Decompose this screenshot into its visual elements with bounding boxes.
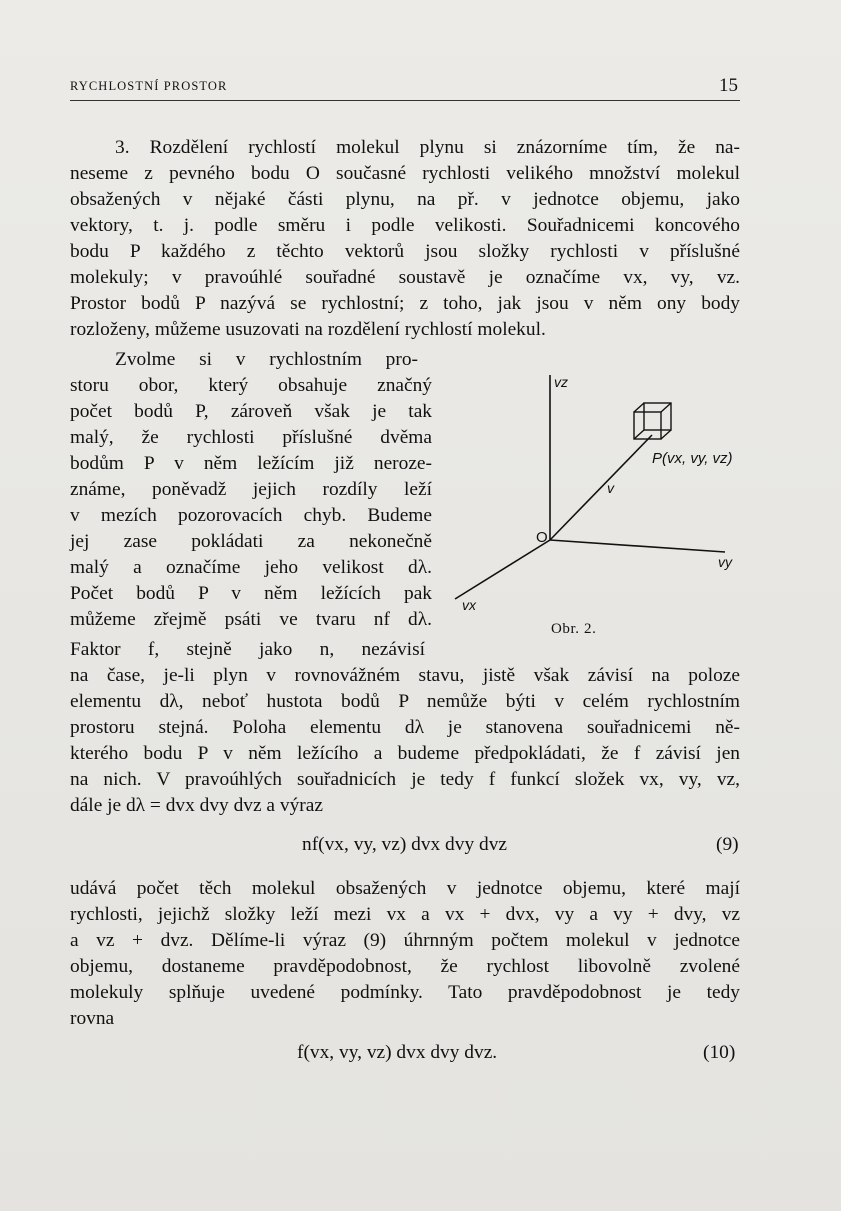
- text-line: neseme z pevného bodu O současné rychlosti velikého množství molekul: [70, 163, 740, 184]
- figure-diagram: [440, 365, 770, 645]
- text-line: jej zase pokládati za nekonečně: [70, 531, 432, 552]
- point-label: P(vx, vy, vz): [652, 450, 733, 467]
- text-line: na čase, je-li plyn v rovnovážném stavu, jistě však závisí na poloze: [70, 665, 740, 686]
- vector-label: v: [607, 480, 614, 496]
- page-number: 15: [719, 75, 738, 96]
- vy-axis: [550, 540, 725, 552]
- origin-label: O: [536, 529, 548, 546]
- figure-caption: Obr. 2.: [551, 621, 597, 637]
- text-line: rychlosti, jejichž složky leží mezi vx a vx + dvx, vy a vy + dvy, vz: [70, 904, 740, 925]
- text-line: udává počet těch molekul obsažených v jednotce objemu, které mají: [70, 878, 740, 899]
- volume-element-cube: [634, 403, 671, 439]
- text-line: elementu dλ, neboť hustota bodů P nemůže býti v celém rychlostním: [70, 691, 740, 712]
- text-line: prostoru stejná. Poloha elementu dλ je stanovena souřadnicemi ně-: [70, 717, 740, 738]
- text-line: molekuly; v pravoúhlé souřadné soustavě je označíme vx, vy, vz.: [70, 267, 740, 288]
- text-line: bodu P každého z těchto vektorů jsou složky rychlosti v příslušné: [70, 241, 740, 262]
- equation-10: f(vx, vy, vz) dvx dvy dvz.: [297, 1042, 498, 1063]
- axis-label-vy: vy: [718, 554, 732, 570]
- equation-number-10: (10): [703, 1042, 736, 1063]
- text-line: 3. Rozdělení rychlostí molekul plynu si znázorníme tím, že na-: [115, 137, 740, 158]
- text-line: objemu, dostaneme pravděpodobnost, že rychlost libovolně zvolené: [70, 956, 740, 977]
- velocity-space-figure: [440, 365, 770, 645]
- vx-axis: [455, 540, 550, 599]
- running-title: RYCHLOSTNÍ PROSTOR: [70, 79, 228, 93]
- equation-number-9: (9): [716, 834, 739, 855]
- text-line: můžeme zřejmě psáti ve tvaru nf dλ.: [70, 609, 432, 630]
- text-line: počet bodů P, zároveň však je tak: [70, 401, 432, 422]
- text-line: a vz + dvz. Dělíme-li výraz (9) úhrnným počtem molekul v jednotce: [70, 930, 740, 951]
- text-line: dále je dλ = dvx dvy dvz a výraz: [70, 795, 323, 816]
- text-line: Faktor f, stejně jako n, nezávisí: [70, 639, 425, 660]
- text-line: storu obor, který obsahuje značný: [70, 375, 432, 396]
- text-line: malý a označíme jeho velikost dλ.: [70, 557, 432, 578]
- text-line: Prostor bodů P nazývá se rychlostní; z toho, jak jsou v něm ony body: [70, 293, 740, 314]
- text-line: rovna: [70, 1008, 115, 1029]
- velocity-vector: [550, 435, 652, 540]
- text-line: na nich. V pravoúhlých souřadnicích je tedy f funkcí složek vx, vy, vz,: [70, 769, 740, 790]
- text-line: bodům P v něm ležícím již neroze-: [70, 453, 432, 474]
- text-line: Zvolme si v rychlostním pro-: [115, 349, 418, 370]
- text-line: malý, že rychlosti příslušné dvěma: [70, 427, 432, 448]
- equation-9: nf(vx, vy, vz) dvx dvy dvz: [302, 834, 507, 855]
- text-line: známe, poněvadž jejich rozdíly leží: [70, 479, 432, 500]
- text-line: rozloženy, můžeme usuzovati na rozdělení rychlostí molekul.: [70, 319, 546, 340]
- axis-label-vz: vz: [554, 374, 568, 390]
- text-line: kterého bodu P v něm ležícího a budeme předpokládati, že f závisí jen: [70, 743, 740, 764]
- text-line: vektory, t. j. podle směru i podle velikosti. Souřadnicemi koncového: [70, 215, 740, 236]
- text-line: v mezích pozorovacích chyb. Budeme: [70, 505, 432, 526]
- running-header: [70, 76, 740, 101]
- text-line: obsažených v nějaké části plynu, na př. v jednotce objemu, jako: [70, 189, 740, 210]
- text-line: Počet bodů P v něm ležících pak: [70, 583, 432, 604]
- text-line: molekuly splňuje uvedené podmínky. Tato pravděpodobnost je tedy: [70, 982, 740, 1003]
- axis-label-vx: vx: [462, 597, 476, 613]
